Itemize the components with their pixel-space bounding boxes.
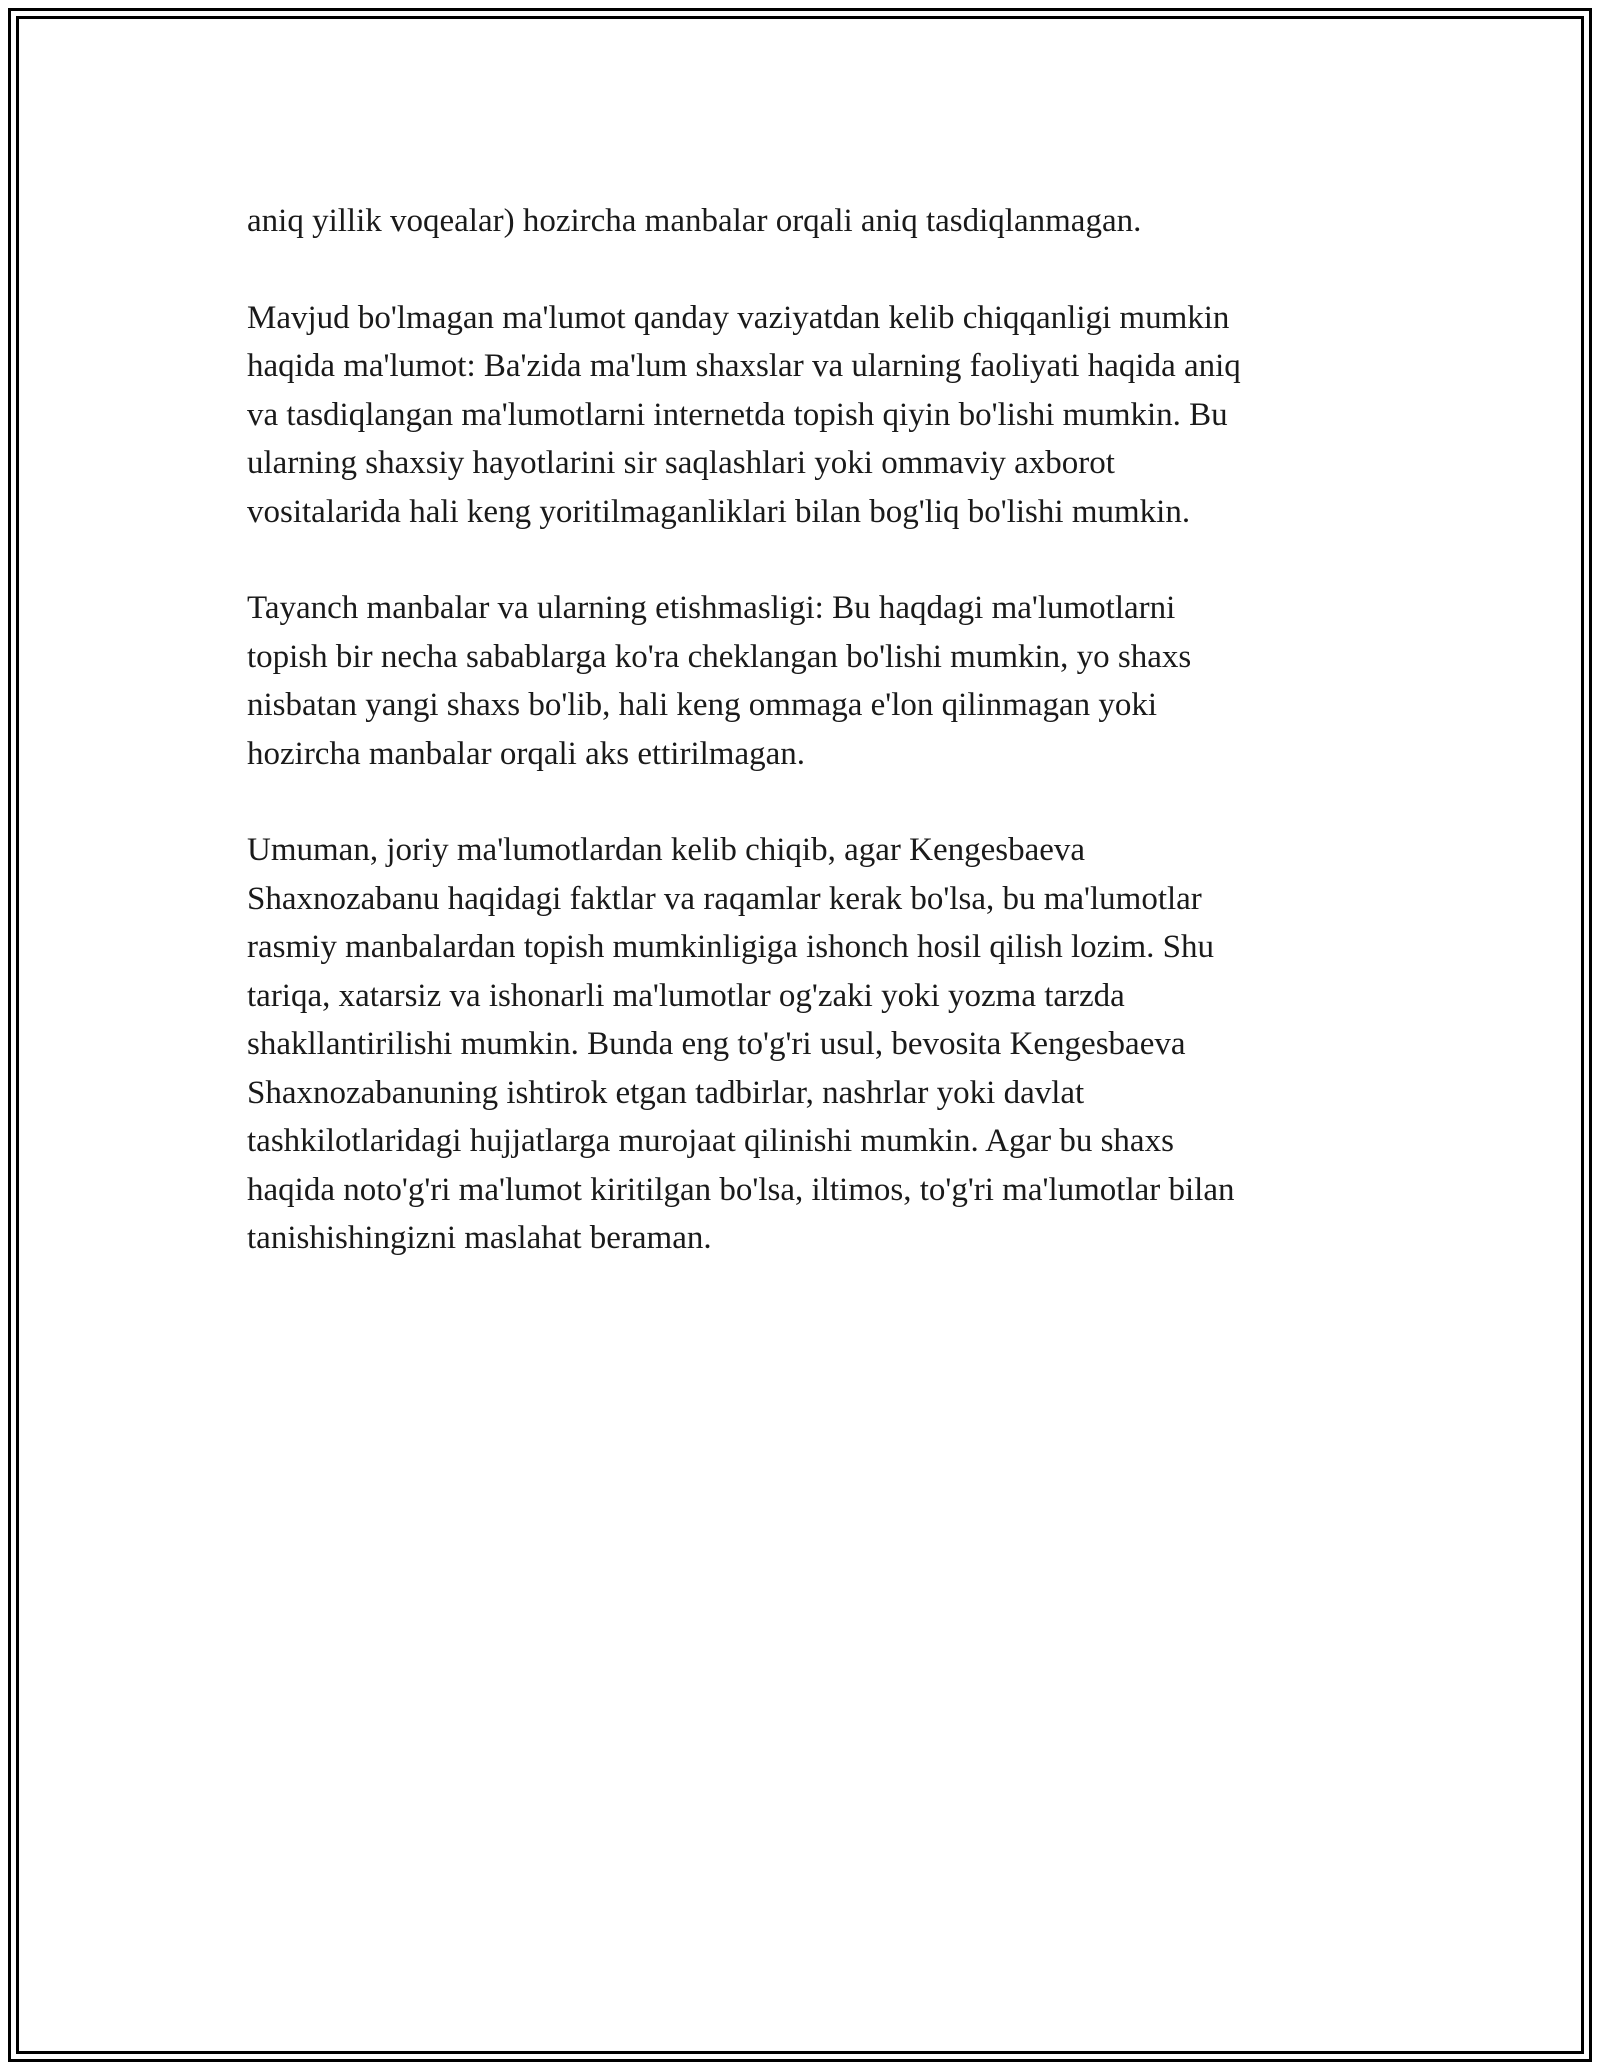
document-body [247,197,1367,1311]
paragraph-sources: Tayanch manbalar va ularning etishmasligi: Bu haqdagi ma'lumotlarni topish bir necha sabablarga ko'ra cheklangan bo'lishi mumkin, yo shaxs nisbatan yangi shaxs bo'lib, hali keng ommaga e'lon qilinmagan yoki hozircha manbalar orqali aks ettirilmagan. [247,590,1192,772]
paragraph-missing-info: Mavjud bo'lmagan ma'lumot qanday vaziyatdan kelib chiqqanligi mumkin haqida ma'lumot: Ba'zida ma'lum shaxslar va ularning faoliyati haqida aniq va tasdiqlangan ma'lumotlarni internetda topish qiyin bo'lishi mumkin. Bu ularning shaxsiy hayotlarini sir saqlashlari yoki ommaviy axborot vositalarida hali keng yoritilmaganliklari bilan bog'liq bo'lishi mumkin. [247,299,1241,530]
paragraph-conclusion: Umuman, joriy ma'lumotlardan kelib chiqib, agar Kengesbaeva Shaxnozabanu haqidagi faktlar va raqamlar kerak bo'lsa, bu ma'lumotlar rasmiy manbalardan topish mumkinligiga ishonch hosil qilish lozim. Shu tariqa, xatarsiz va ishonarli ma'lumotlar og'zaki yoki yozma tarzda shakllantirilishi mumkin. Bunda eng to'g'ri usul, bevosita Kengesbaeva Shaxnozabanuning ishtirok etgan tadbirlar, nashrlar yoki davlat tashkilotlaridagi hujjatlarga murojaat qilinishi mumkin. Agar bu shaxs haqida noto'g'ri ma'lumot kiritilgan bo'lsa, iltimos, to'g'ri ma'lumotlar bilan tanishishingizni maslahat beraman. [247,832,1235,1256]
paragraph-intro-continuation: aniq yillik voqealar) hozircha manbalar orqali aniq tasdiqlanmagan. [247,203,1142,239]
page-frame [8,8,1592,2062]
